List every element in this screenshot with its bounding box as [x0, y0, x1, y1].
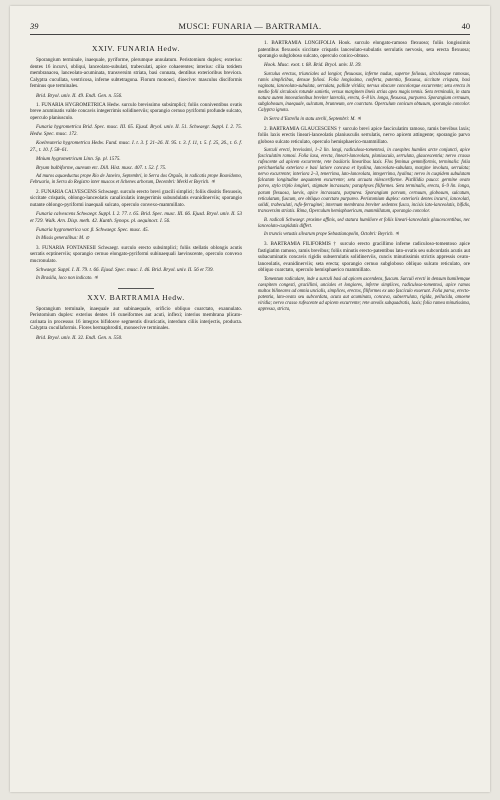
right-column — [258, 40, 470, 780]
genus-citation: Brid. Bryol. univ. II. 32. Endl. Gen. n. 550. — [36, 334, 123, 341]
species-paragraph: 2. BARTRAMIA GLAUCESCENS † surculo brevi apice fasciculatim ramoso, ramis brevibus laxis; foliis laxis erectis lineari-lanceolatis planiusculis serrulatis, nervo apicem attingente; sporangio parvo globoso sulcato reticulato, operculo hemisphaerico-mammillato. — [258, 125, 470, 145]
genus-citation: Brid. Bryol. univ. II. 49. Endl. Gen. n. 556. — [36, 92, 123, 99]
species-paragraph: 3. BARTRAMIA FILIFORMIS † surculo erecto gracillimo inferne radiculoso-tomentoso apice fastigiatim ramoso, ramis brevibus; foliis minutis erecto-patentibus lato-ovatis seu subcordatis acutis aut subacuminatis concavis rigidis subserrulatis solidinerviis, cuncis minutissimis strictis appressis ovato-lanceolatis, evanidinerviis; seta erecta; sporangio cernuo subgloboso obliquo sulcato reticulato, ore obliquo coarctato, operculo hemisphaerico mammillato. — [258, 240, 470, 274]
synonym-line: Schwaegr. Suppl. I. II. 79. t. 66. Ejusd. Spec. musc. I. 46. Brid. Bryol. univ. II. 56 et 739. — [36, 267, 214, 274]
synonym-line: Koelreuteria hygrometrica Hedw. Fund. musc. I. t. 3. f. 21–26. II. 95. t. 3. f. 11, t. 5. f. 25, 26., t. 6. f. 27., t. 10. f. 58–61. — [30, 139, 242, 153]
genus-heading: XXIV. FUNARIA Hedw. — [92, 44, 180, 53]
habitat-note: Surculus erectus, triunciales ad longior, flexuosus, inferne nudus, superne foliosus, sirculosque ramosus, ramis simplicibus, densae foliosi. Folia longissima, conferta, patentia, flexuosa, siccitate crispata, basi vaginata, lanceolato-subulata, serrulata, pallide viridia; nervus obscure concolorque excurrente; seta erecta in medio folii sirculosis rotunde sanietis, versus marginem lineis strias apex magis tennis. Seta terminalis, in statu natura autem innovationibus breviter lateralis, erecta, 6–8 lin. longa, flexuosa, purpurea. Sporangium cernuum, subglobosum, inaequale, sulcatum, brunneum, ore coarctato. Operculum conicum obtusum, sporangio concolor. Calyptra ignota. — [258, 71, 470, 114]
habitat-note: Surculi erecti, brevissimi, 1–2 lin. longi, radiculoso-tomentosi, in caespites humiles arcte conjuncti, apice fasciculatim ramosi. Folia laxa, erecta, lineari-lanceolata, planiuscula, serrulata, glaucescentia; nervo crasso rufescente ad apicem excurrente, rete basilaris linearibus laxis. Flos feminus gemmiformis, terminalis: folia perichaetialia exteriora e basi latiore concava et hyalina, lanceolato-subulata, margine involuta, serrulata; nervo excurrente; interiora 2–3, tenerrima, lato-lanceolata, integerrima, hyalina; nervo in cuspidem subulatam falcatam longitudine aequantem excurrente; seta arcuata nilesceriforme. Pistillidia pauca: germine ovato parvo, stylo triplo longiori, stigmate incrassato; paraphyses filiformes. Seta terminalis, erecta, 6–9 lin. longa, parum flexuosa, laevis, apice incrassata, purpurea. Sporangium parvum, cernuum, globosum, sulcatum, reticulatum, fuscum, ore obliquo coarctato purpureo. Peristomium duplex: exterioris dentes incurvi, lanceolati, solidi, trabeculati, rufo-ferruginei; internum membrana breviter sedentes fusca, incisis lato-lanceolatis, bifidis, transversim striatis. Rima, Operculum hemisphaericum, mammillatum, sporangio concolor. — [258, 147, 470, 214]
section-divider — [118, 288, 154, 289]
species-paragraph: 2. FUNARIA CALVESCENS Schwaegr. surculo erecto brevi gracili simplici; foliis dissitis flexuosis, siccitate crispatis, oblongo-lanceolatis canaliculatis integerrimis subundulatis evanidinerviis; sporangio nutante oblongo-pyriformi inaequali sulcato, operculo convexo-mammillato. — [30, 188, 242, 209]
species-paragraph: 1. BARTRAMIA LONGIFOLIA Hook. surculo elongato-ramoso flexuoso; foliis longissimis patentibus flexuosis siccitate crispatis lanceolato-subulatis serrulatis nervosis, seta erecta flexuosa; sporangio subgloboso sulcato, operculo conico-obtuso. — [258, 40, 470, 60]
habitat-note: In Brasilia, loco non indicato. ♃ — [36, 276, 98, 282]
habitat-note: In truncis vetustis silvarum prope Sebastianopolin, Octobri: Beyrich. ♃ — [264, 232, 400, 238]
synonym-line: Funaria calvescens Schwaegr. Suppl. I. 2. 77. t. 65. Brid. Spec. musc. III. 66. Ejusd. Bryol. univ. II. 53 et 729. Walk. Arn. Disp. meth. 42. Kunth. Synops. pl. aequinoct. I. 56. — [30, 211, 242, 224]
synonym-line: Mnium hygrometricum Linn. Sp. pl. 1575. — [36, 155, 121, 162]
habitat-note: In Missis generalibus: M. ⊙ — [36, 236, 90, 242]
habitat-note: In Serra d’Estrella in statu sterili, Septembri: M. ♃ — [264, 116, 361, 122]
habitat-note: Ad muros aquaeductus prope Rio de Janeiro, Septembri, in Serra dos Orgaõs, in radicatis prope Boavidomo, Februario, in Serra do Registro inter muscos et lichenes arborum, Decembri: Merkl et Beyrich. ♃ — [30, 174, 242, 186]
synonym-line: Funaria hygrometrica Brid. Spec. musc. III. 65. Ejusd. Bryol. univ. II. 51. Schwaegr. Suppl. I. 2. 75. Hedw. Spec. musc. 172. — [30, 124, 242, 137]
species-paragraph: 3. FUNARIA FONTANESII Schwaegr. surculo erecto subsimplici; foliis stellatis oblongis acutis serratis ecptinerviis; sporangio cernuo elongato-pyriformi subinaequali laevinscente, operculo convexo mucronulato. — [30, 244, 242, 265]
species-paragraph: 1. FUNARIA HYGROMETRICA Hedw. surculo brevissimo subsimplici; foliis conniventibus ovatis breve acuminatis valde concavis integerrimis solidinerviis; sporangio cernuo pyriformi profunde sulcato, operculo planiusculo. — [30, 101, 242, 121]
page-number-right: 40 — [461, 22, 470, 31]
habitat-note: B. radicali Schwaegr. proxime affinis, sed statura humiliore et foliis lineari-lanceolatis glaucescentibus, nec lanceolato-cuspidatis differt. — [258, 217, 470, 229]
synonym-line: Hook. Musc. exot. t. 68. Brid. Bryol. univ. II. 39. — [264, 62, 362, 69]
synonym-line: Bryum bulbiforme, aureum etc. Dill. Hist. musc. 407. t. 52. f. 75. — [36, 164, 167, 171]
species-paragraph: Sporangium terminale, inaequale, pyriforme, plerumque annulatum. Peristomium duplex; exterius: dentes 16 incurvi, obliqui, lanceolato-subulati, trabeculati, apice cohaerentes; interius: cilia totidem membranacea, lanceolato-acuminata, transversim striata, basi connata, dentibus exterioribus breviora. Calyptra cucullata, ventricosa, inferne subtetragona. Florum monoeci, dioecive: masculus disciformis feminus que terminales. — [30, 57, 242, 90]
header-rule — [30, 34, 470, 35]
genus-heading: XXV. BARTRAMIA Hedw. — [87, 292, 185, 302]
synonym-line: Funaria hygrometrica var. β. Schwaegr. Spec. musc. 45. — [36, 227, 149, 233]
species-paragraph: Sporangium terminale, inaequale aut subinaequale, orificio obliquo coarctato, exannulato. Peristomium duplex: exterius dentes 16 cuneiformes aut acuti, inflexi; interius membrana plicato-carinata in processus 16 integros bifidosve segmentis divaricatis, interdum ciliis interjectis, producta. Calyptra cucullaformis. Flores hermaphroditi, monoecive terminales. — [30, 305, 242, 332]
running-title: MUSCI: FUNARIA — BARTRAMIA. — [178, 22, 322, 31]
habitat-note: Tomentum radiculare, inde a surculi basi ad apicem ascendens, fuscum. Surculi erecti in densum humilemque caespitem congesti, gracillimi, unciales et longiores, inferne simplices, radiculoso-tomentosi, apice ramos multos bilineares ad omnia uncialis, simplices, erectos, filiformes ex uno fasciculo exserunt. Folia parva, erecto-patentia, lato-ovata seu subcordata, acuta aut acuminata, concava, subserrulata, rigida, pellucida, amoene viridia; nervo crasso rufescente ad apicem excurrente; rete areolis subquadratis, laxis; folia ramea minutissima, appressa, stricta, — [258, 276, 470, 312]
running-header — [30, 20, 470, 34]
document-page — [10, 6, 490, 792]
left-column — [30, 40, 242, 780]
page-number-left: 39 — [30, 22, 39, 31]
